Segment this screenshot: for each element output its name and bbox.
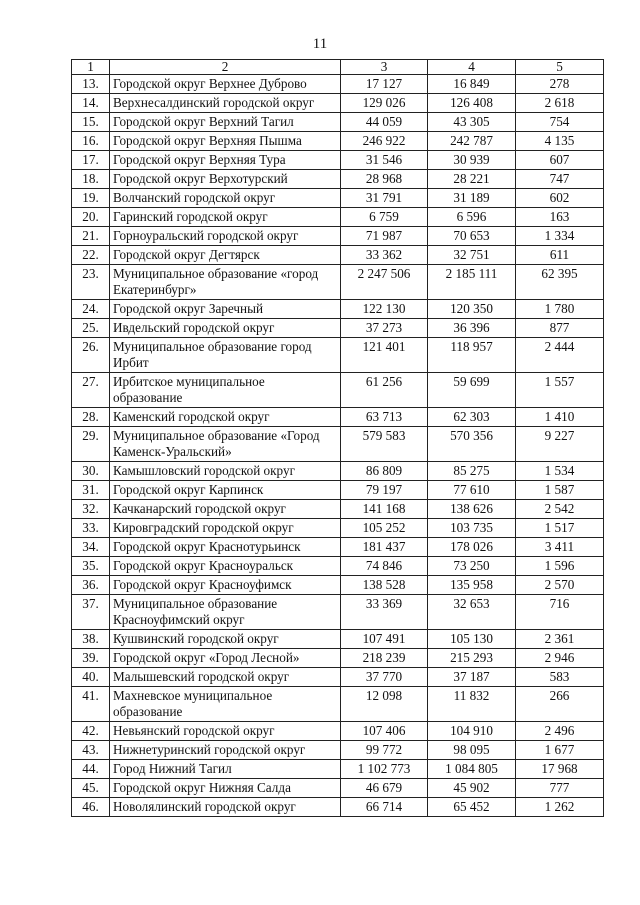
value-col5: 278: [516, 75, 604, 94]
value-col5: 1 262: [516, 798, 604, 817]
value-col5: 607: [516, 151, 604, 170]
row-name: Кушвинский городской округ: [110, 630, 341, 649]
row-number: 44.: [72, 760, 110, 779]
row-number: 32.: [72, 500, 110, 519]
value-col5: 62 395: [516, 265, 604, 300]
row-number: 22.: [72, 246, 110, 265]
row-name: Малышевский городской округ: [110, 668, 341, 687]
value-col5: 2 570: [516, 576, 604, 595]
row-number: 31.: [72, 481, 110, 500]
value-col4: 77 610: [428, 481, 516, 500]
value-col3: 17 127: [341, 75, 428, 94]
value-col4: 11 832: [428, 687, 516, 722]
column-header-2: 2: [110, 60, 341, 75]
row-number: 45.: [72, 779, 110, 798]
row-name: Нижнетуринский городской округ: [110, 741, 341, 760]
value-col5: 2 946: [516, 649, 604, 668]
value-col3: 129 026: [341, 94, 428, 113]
row-name: Городской округ Верхотурский: [110, 170, 341, 189]
value-col4: 16 849: [428, 75, 516, 94]
value-col4: 31 189: [428, 189, 516, 208]
value-col3: 181 437: [341, 538, 428, 557]
value-col3: 2 247 506: [341, 265, 428, 300]
value-col5: 266: [516, 687, 604, 722]
table-row: [72, 741, 604, 760]
value-col3: 1 102 773: [341, 760, 428, 779]
value-col5: 877: [516, 319, 604, 338]
value-col5: 3 411: [516, 538, 604, 557]
row-number: 46.: [72, 798, 110, 817]
row-name: Город Нижний Тагил: [110, 760, 341, 779]
value-col3: 79 197: [341, 481, 428, 500]
value-col3: 121 401: [341, 338, 428, 373]
row-name: Городской округ Нижняя Салда: [110, 779, 341, 798]
row-number: 24.: [72, 300, 110, 319]
value-col4: 178 026: [428, 538, 516, 557]
value-col5: 1 410: [516, 408, 604, 427]
table-row: [72, 519, 604, 538]
table-row: [72, 75, 604, 94]
table-body: [72, 75, 604, 817]
value-col4: 65 452: [428, 798, 516, 817]
table-row: [72, 557, 604, 576]
column-header-1: 1: [72, 60, 110, 75]
row-name: Городской округ Красноуральск: [110, 557, 341, 576]
row-name: Махневское муниципальное образование: [110, 687, 341, 722]
value-col4: 70 653: [428, 227, 516, 246]
value-col3: 105 252: [341, 519, 428, 538]
row-name: Новолялинский городской округ: [110, 798, 341, 817]
value-col5: 2 361: [516, 630, 604, 649]
value-col4: 62 303: [428, 408, 516, 427]
value-col5: 602: [516, 189, 604, 208]
table-row: [72, 427, 604, 462]
table-row: [72, 500, 604, 519]
row-number: 34.: [72, 538, 110, 557]
table-row: [72, 246, 604, 265]
table-row: [72, 151, 604, 170]
value-col5: 1 596: [516, 557, 604, 576]
row-number: 42.: [72, 722, 110, 741]
value-col4: 98 095: [428, 741, 516, 760]
row-name: Качканарский городской округ: [110, 500, 341, 519]
value-col5: 1 534: [516, 462, 604, 481]
value-col3: 246 922: [341, 132, 428, 151]
row-number: 21.: [72, 227, 110, 246]
row-name: Муниципальное образование «Город Каменск-Уральский»: [110, 427, 341, 462]
value-col4: 45 902: [428, 779, 516, 798]
value-col5: 1 334: [516, 227, 604, 246]
row-number: 27.: [72, 373, 110, 408]
row-number: 14.: [72, 94, 110, 113]
table-row: [72, 338, 604, 373]
row-number: 18.: [72, 170, 110, 189]
row-name: Городской округ Верхняя Тура: [110, 151, 341, 170]
table-row: [72, 668, 604, 687]
value-col3: 141 168: [341, 500, 428, 519]
row-number: 43.: [72, 741, 110, 760]
row-name: Кировградский городской округ: [110, 519, 341, 538]
row-name: Каменский городской округ: [110, 408, 341, 427]
value-col4: 105 130: [428, 630, 516, 649]
row-name: Ирбитское муниципальное образование: [110, 373, 341, 408]
value-col5: 1 517: [516, 519, 604, 538]
value-col5: 17 968: [516, 760, 604, 779]
value-col3: 44 059: [341, 113, 428, 132]
value-col4: 215 293: [428, 649, 516, 668]
value-col4: 36 396: [428, 319, 516, 338]
value-col4: 28 221: [428, 170, 516, 189]
row-number: 17.: [72, 151, 110, 170]
row-name: Муниципальное образование Красноуфимский округ: [110, 595, 341, 630]
value-col3: 37 273: [341, 319, 428, 338]
table-row: [72, 170, 604, 189]
row-name: Городской округ Верхний Тагил: [110, 113, 341, 132]
row-number: 26.: [72, 338, 110, 373]
value-col4: 73 250: [428, 557, 516, 576]
table-row: [72, 113, 604, 132]
value-col5: 2 496: [516, 722, 604, 741]
value-col5: 9 227: [516, 427, 604, 462]
value-col5: 747: [516, 170, 604, 189]
table-row: [72, 630, 604, 649]
value-col3: 63 713: [341, 408, 428, 427]
row-name: Волчанский городской округ: [110, 189, 341, 208]
table-row: [72, 94, 604, 113]
value-col3: 12 098: [341, 687, 428, 722]
table-row: [72, 481, 604, 500]
row-number: 28.: [72, 408, 110, 427]
value-col3: 46 679: [341, 779, 428, 798]
value-col4: 32 751: [428, 246, 516, 265]
row-name: Городской округ Красноуфимск: [110, 576, 341, 595]
row-number: 19.: [72, 189, 110, 208]
row-name: Камышловский городской округ: [110, 462, 341, 481]
value-col3: 37 770: [341, 668, 428, 687]
table-row: [72, 373, 604, 408]
value-col4: 570 356: [428, 427, 516, 462]
column-header-3: 3: [341, 60, 428, 75]
value-col4: 1 084 805: [428, 760, 516, 779]
row-number: 35.: [72, 557, 110, 576]
row-number: 40.: [72, 668, 110, 687]
value-col3: 61 256: [341, 373, 428, 408]
value-col4: 2 185 111: [428, 265, 516, 300]
value-col3: 33 362: [341, 246, 428, 265]
table-row: [72, 538, 604, 557]
value-col5: 1 587: [516, 481, 604, 500]
row-number: 36.: [72, 576, 110, 595]
row-name: Муниципальное образование «город Екатеринбург»: [110, 265, 341, 300]
row-name: Городской округ Дегтярск: [110, 246, 341, 265]
value-col5: 611: [516, 246, 604, 265]
value-col3: 107 406: [341, 722, 428, 741]
value-col3: 138 528: [341, 576, 428, 595]
row-name: Городской округ «Город Лесной»: [110, 649, 341, 668]
row-number: 20.: [72, 208, 110, 227]
table-row: [72, 265, 604, 300]
row-number: 25.: [72, 319, 110, 338]
table-row: [72, 576, 604, 595]
row-number: 38.: [72, 630, 110, 649]
table-row: [72, 408, 604, 427]
value-col3: 31 791: [341, 189, 428, 208]
value-col5: 163: [516, 208, 604, 227]
value-col4: 118 957: [428, 338, 516, 373]
value-col4: 59 699: [428, 373, 516, 408]
value-col5: 754: [516, 113, 604, 132]
table-row: [72, 649, 604, 668]
value-col5: 1 557: [516, 373, 604, 408]
value-col4: 32 653: [428, 595, 516, 630]
data-table: [71, 59, 604, 817]
value-col3: 86 809: [341, 462, 428, 481]
row-number: 29.: [72, 427, 110, 462]
table-row: [72, 687, 604, 722]
value-col4: 104 910: [428, 722, 516, 741]
value-col3: 122 130: [341, 300, 428, 319]
value-col3: 218 239: [341, 649, 428, 668]
table-row: [72, 132, 604, 151]
value-col3: 579 583: [341, 427, 428, 462]
value-col5: 2 444: [516, 338, 604, 373]
value-col3: 33 369: [341, 595, 428, 630]
row-name: Невьянский городской округ: [110, 722, 341, 741]
row-name: Гаринский городской округ: [110, 208, 341, 227]
row-name: Городской округ Верхняя Пышма: [110, 132, 341, 151]
row-name: Городской округ Краснотурьинск: [110, 538, 341, 557]
table-row: [72, 189, 604, 208]
row-name: Городской округ Верхнее Дуброво: [110, 75, 341, 94]
row-number: 33.: [72, 519, 110, 538]
value-col3: 107 491: [341, 630, 428, 649]
value-col4: 126 408: [428, 94, 516, 113]
table-row: [72, 722, 604, 741]
value-col3: 99 772: [341, 741, 428, 760]
value-col3: 6 759: [341, 208, 428, 227]
row-number: 16.: [72, 132, 110, 151]
value-col3: 31 546: [341, 151, 428, 170]
table-row: [72, 208, 604, 227]
value-col4: 37 187: [428, 668, 516, 687]
value-col4: 30 939: [428, 151, 516, 170]
table-row: [72, 462, 604, 481]
row-name: Ивдельский городской округ: [110, 319, 341, 338]
value-col3: 71 987: [341, 227, 428, 246]
row-number: 23.: [72, 265, 110, 300]
value-col5: 777: [516, 779, 604, 798]
row-number: 13.: [72, 75, 110, 94]
row-name: Городской округ Карпинск: [110, 481, 341, 500]
value-col5: 716: [516, 595, 604, 630]
value-col3: 74 846: [341, 557, 428, 576]
value-col4: 6 596: [428, 208, 516, 227]
table-row: [72, 798, 604, 817]
value-col5: 4 135: [516, 132, 604, 151]
table-row: [72, 595, 604, 630]
value-col5: 2 542: [516, 500, 604, 519]
row-number: 15.: [72, 113, 110, 132]
column-header-5: 5: [516, 60, 604, 75]
row-name: Горноуральский городской округ: [110, 227, 341, 246]
column-header-4: 4: [428, 60, 516, 75]
value-col5: 1 780: [516, 300, 604, 319]
value-col3: 28 968: [341, 170, 428, 189]
value-col5: 1 677: [516, 741, 604, 760]
value-col4: 120 350: [428, 300, 516, 319]
value-col4: 85 275: [428, 462, 516, 481]
value-col4: 138 626: [428, 500, 516, 519]
value-col4: 43 305: [428, 113, 516, 132]
value-col4: 103 735: [428, 519, 516, 538]
row-number: 37.: [72, 595, 110, 630]
page-number: 11: [312, 36, 328, 52]
value-col3: 66 714: [341, 798, 428, 817]
table-row: [72, 300, 604, 319]
value-col4: 242 787: [428, 132, 516, 151]
table-row: [72, 227, 604, 246]
table-header-row: [72, 60, 604, 75]
row-name: Городской округ Заречный: [110, 300, 341, 319]
row-name: Верхнесалдинский городской округ: [110, 94, 341, 113]
table-row: [72, 319, 604, 338]
row-number: 30.: [72, 462, 110, 481]
row-number: 41.: [72, 687, 110, 722]
value-col5: 583: [516, 668, 604, 687]
row-number: 39.: [72, 649, 110, 668]
value-col4: 135 958: [428, 576, 516, 595]
table-row: [72, 779, 604, 798]
value-col5: 2 618: [516, 94, 604, 113]
row-name: Муниципальное образование город Ирбит: [110, 338, 341, 373]
table-row: [72, 760, 604, 779]
